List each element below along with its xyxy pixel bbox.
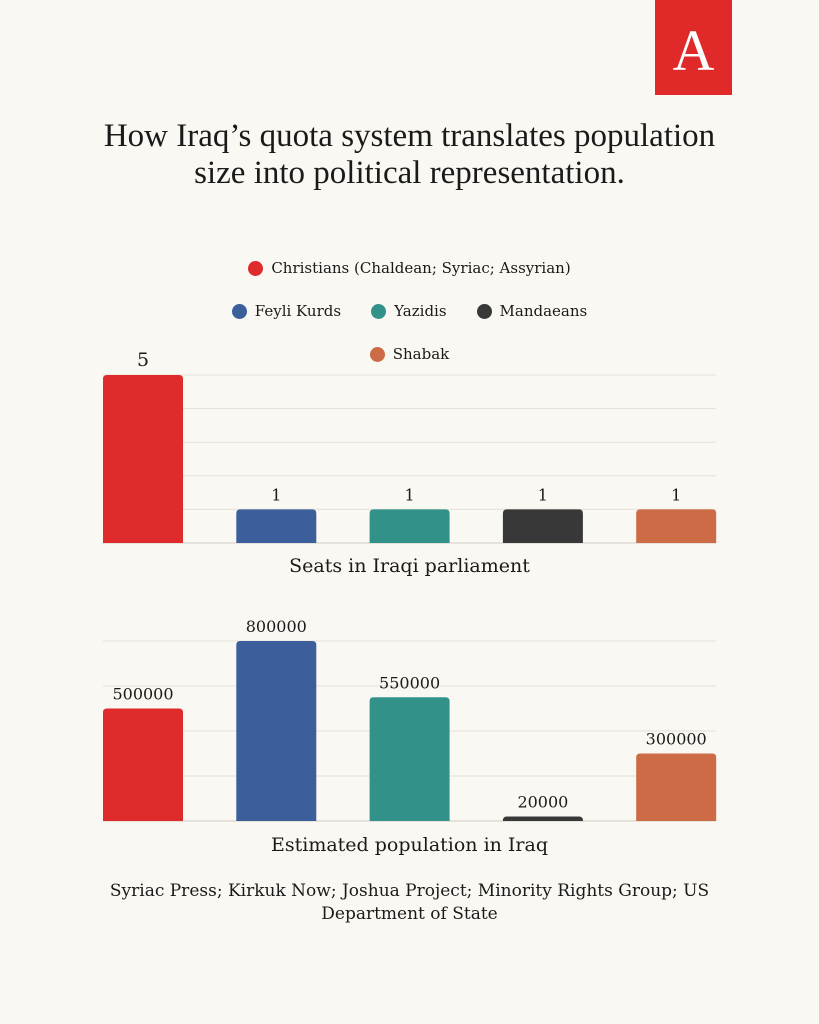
legend-swatch-yazidis: [371, 304, 386, 319]
legend-label-christians: Christians (Chaldean; Syriac; Assyrian): [271, 259, 571, 277]
population-axis-label: Estimated population in Iraq: [270, 834, 549, 856]
population-bar-christians: [103, 709, 183, 822]
legend-label-yazidis: Yazidis: [394, 302, 447, 320]
seats-label-yazidis: 1: [404, 485, 415, 505]
legend-swatch-christians: [248, 261, 263, 276]
seats-label-christians: 5: [136, 349, 150, 371]
seats-bar-feyli-kurds: [236, 509, 316, 543]
legend-row-2: [0, 302, 819, 320]
seats-bar-yazidis: [370, 509, 450, 543]
legend-swatch-mandaeans: [477, 304, 492, 319]
population-label-shabak: 300000: [645, 729, 707, 749]
legend-item-feyli-kurds: [232, 302, 341, 320]
logo-letter: A: [672, 17, 715, 83]
seats-label-shabak: 1: [671, 485, 682, 505]
population-bar-shabak: [636, 754, 716, 822]
population-label-mandaeans: 20000: [517, 792, 569, 812]
seats-label-mandaeans: 1: [537, 485, 548, 505]
population-label-feyli-kurds: 800000: [245, 617, 307, 636]
chart-title: How Iraq’s quota system translates population size into political representation.: [103, 118, 716, 191]
seats-axis-label: Seats in Iraqi parliament: [289, 555, 530, 577]
publisher-logo: [655, 0, 732, 95]
population-label-yazidis: 550000: [379, 673, 441, 693]
legend-label-feyli-kurds: Feyli Kurds: [254, 302, 342, 320]
legend-item-christians: [248, 259, 570, 277]
seats-label-feyli-kurds: 1: [271, 485, 282, 505]
legend-label-shabak: Shabak: [392, 345, 450, 363]
population-label-christians: 500000: [112, 684, 174, 704]
legend-swatch-feyli-kurds: [232, 304, 247, 319]
legend-label-mandaeans: Mandaeans: [499, 302, 588, 320]
seats-bar-christians: [103, 375, 183, 543]
legend-item-mandaeans: [477, 302, 588, 320]
seats-bar-chart: [0, 340, 819, 550]
population-bar-chart: [0, 610, 819, 825]
legend-item-yazidis: [371, 302, 446, 320]
population-bar-mandaeans: [503, 817, 583, 822]
legend-row-1: [0, 259, 819, 277]
seats-bar-shabak: [636, 509, 716, 543]
population-bar-feyli-kurds: [236, 641, 316, 821]
population-bar-yazidis: [370, 697, 450, 821]
source-note: Syriac Press; Kirkuk Now; Joshua Project; Minority Rights Group; US Department of State: [109, 881, 710, 924]
seats-bar-mandaeans: [503, 509, 583, 543]
